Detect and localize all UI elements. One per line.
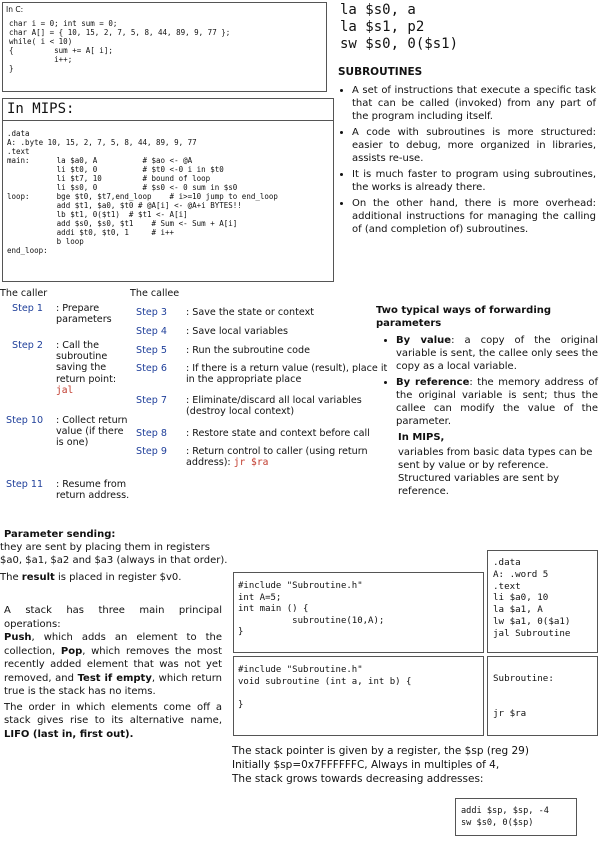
push-code: addi $sp, $sp, -4 sw $s0, 0($sp) <box>461 806 549 828</box>
step-number: Step 11 <box>6 479 44 490</box>
sp-line-2: Initially $sp=0x7FFFFFFC, Always in multiples of 4, <box>232 759 500 771</box>
subroutines-section <box>338 66 596 239</box>
forwarding-title: Two typical ways of forwarding parameters <box>376 305 552 329</box>
mips-code-box <box>2 98 334 282</box>
list-item <box>396 376 598 428</box>
test-text: , which return true is the stack has no items. <box>4 672 222 697</box>
result-line <box>0 571 232 584</box>
subroutines-list <box>338 84 596 236</box>
by-value-label: By value <box>396 335 452 346</box>
list-item: • It is much faster to program using subroutines, the works is already there. <box>352 168 596 194</box>
main-asm-code: .data A: .word 5 .text li $a0, 10 la $a1, A lw $a1, 0($a1) jal Subroutine <box>493 557 571 639</box>
stack-intro: A stack has three main principal operations: <box>4 605 222 630</box>
caller-column <box>6 303 130 501</box>
list-item: • A code with subroutines is more structured: easier to debug, more organized in libraries, assists re-use. <box>352 126 596 165</box>
step-body <box>186 446 388 468</box>
stack-section <box>4 604 222 741</box>
forwarding-list <box>376 334 598 428</box>
sub-asm-code: Subroutine: jr $ra <box>493 673 554 720</box>
callee-step <box>136 345 388 363</box>
c-code-box <box>2 2 327 92</box>
callee-step <box>136 307 388 326</box>
step-number: Step 9 <box>136 446 167 457</box>
step-number: Step 3 <box>136 307 167 318</box>
result-pre: The <box>0 572 22 583</box>
step-body <box>56 340 130 415</box>
step-text: : Collect return value (if there is one) <box>56 415 128 449</box>
param-sending-title: Parameter sending: <box>4 529 116 540</box>
step-code: jr $ra <box>233 457 269 469</box>
push-code-box <box>455 798 577 836</box>
sub-asm-box <box>487 656 598 736</box>
caller-title: The caller <box>0 288 48 299</box>
step-text: : Call the subroutine saving the return point: <box>56 340 117 385</box>
c-code: char i = 0; int sum = 0; char A[] = { 10, 15, 2, 7, 5, 8, 44, 89, 9, 77 }; while( i < 10) { sum += A[ i]; i++; } <box>9 19 231 73</box>
caller-step <box>6 340 130 415</box>
code-line: sw $s0, 0($s1) <box>340 36 459 52</box>
step-number: Step 6 <box>136 363 167 374</box>
step-number: Step 2 <box>12 340 43 351</box>
sp-line-3: The stack grows towards decreasing addresses: <box>232 773 484 785</box>
sp-line-1: The stack pointer is given by a register, the $sp (reg 29) <box>232 745 529 757</box>
callee-step <box>136 363 388 395</box>
stack-operations <box>4 631 222 699</box>
list-item: • A set of instructions that execute a specific task that can be called (invoked) from any part of the program including itself. <box>352 84 596 123</box>
mips-heading: In MIPS: <box>7 101 75 117</box>
main-c-code: #include "Subroutine.h" int A=5; int main () { subroutine(10,A); } <box>238 581 385 637</box>
step-number: Step 7 <box>136 395 167 406</box>
callee-step <box>136 395 388 428</box>
mips-code: .data A: .byte 10, 15, 2, 7, 5, 8, 44, 89, 9, 77 .text main: la $a0, A # $ao <- @A li $t0, 0 # $t0 <-0 i in $t0 li $t7, 10 # bound of loop li $s0, 0 # $s0 <- 0 sum in $s0 loop: bge $t0, $t7,end_loop # i>=10 jump to end_loop add $t1, $a0, $t0 # @A[i] <- @A+i BYTES!! lb $t1, 0($t1) # $t1 <- A[i] add $s0, $s0, $t1 # Sum <- Sum + A[i] addi $t0, $t0, 1 # i++ b loop end_loop: <box>7 129 278 255</box>
main-asm-box <box>487 550 598 653</box>
push-label: Push <box>4 632 32 643</box>
by-value-text: : a copy of the original variable is sent, the callee only sees the copy as a local variable. <box>396 335 599 372</box>
push-text: , which adds an element to the collection, <box>4 632 222 657</box>
caller-step <box>6 415 130 479</box>
step-number: Step 5 <box>136 345 167 356</box>
mips-divider <box>3 120 333 121</box>
step-code: jal <box>56 384 74 396</box>
code-line: la $s0, a <box>340 2 416 18</box>
by-reference-text: : the memory address of the original variable is sent; thus the callee can modify the value of the parameter. <box>396 377 599 427</box>
stack-pointer-text <box>232 744 598 786</box>
subroutines-title: SUBROUTINES <box>338 66 423 78</box>
lifo-text: LIFO (last in, first out). <box>4 728 134 740</box>
step-text: : If there is a return value (result), place it in the appropriate place <box>186 363 388 386</box>
sub-c-code: #include "Subroutine.h" void subroutine (int a, int b) { } <box>238 665 412 710</box>
step-number: Step 8 <box>136 428 167 439</box>
in-mips-label: In MIPS, <box>398 432 445 443</box>
step-text: : Restore state and context before call <box>186 428 370 439</box>
list-item: • On the other hand, there is more overhead: additional instructions for managing the calling of (and completion of) subroutines. <box>352 197 596 236</box>
step-number: Step 4 <box>136 326 167 337</box>
callee-column <box>136 307 388 468</box>
step-text: : Save the state or context <box>186 307 315 318</box>
parameter-sending <box>0 528 232 584</box>
param-sending-text: they are sent by placing them in registers $a0, $a1, $a2 and $a3 (always in that order). <box>0 542 228 566</box>
pop-label: Pop <box>60 645 83 657</box>
in-mips-text: variables from basic data types can be sent by value or by reference. Structured variables are sent by reference. <box>398 447 593 497</box>
code-line: la $s1, p2 <box>340 19 425 35</box>
caller-step <box>6 479 130 501</box>
step-text: : Return control to caller (using return address): <box>186 446 368 469</box>
pop-text: , which removes the most recently added element that was not yet removed, and <box>4 645 222 684</box>
step-number: Step 10 <box>6 415 44 426</box>
list-item <box>396 334 598 373</box>
by-reference-label: By reference <box>396 377 470 388</box>
step-text: : Run the subroutine code <box>186 345 310 356</box>
c-code-label: In C: <box>6 5 24 14</box>
top-right-code <box>340 2 458 53</box>
step-text: : Eliminate/discard all local variables (destroy local context) <box>186 395 362 418</box>
order-text: The order in which elements come off a stack gives rise to its alternative name, <box>4 701 222 726</box>
result-bold: result <box>21 572 55 583</box>
result-post: is placed in register $v0. <box>54 572 182 583</box>
caller-step <box>6 303 130 340</box>
main-c-box <box>233 572 484 653</box>
callee-title: The callee <box>130 288 180 299</box>
step-text: : Save local variables <box>186 326 288 337</box>
step-number: Step 1 <box>12 303 43 314</box>
stack-order <box>4 701 222 742</box>
step-text: : Prepare parameters <box>56 303 112 326</box>
callee-step <box>136 326 388 345</box>
step-text: : Resume from return address. <box>56 479 130 502</box>
forwarding-section <box>376 304 598 498</box>
test-label: Test if empty <box>77 672 152 684</box>
sub-c-box <box>233 656 484 736</box>
callee-step <box>136 428 388 446</box>
callee-step <box>136 446 388 468</box>
